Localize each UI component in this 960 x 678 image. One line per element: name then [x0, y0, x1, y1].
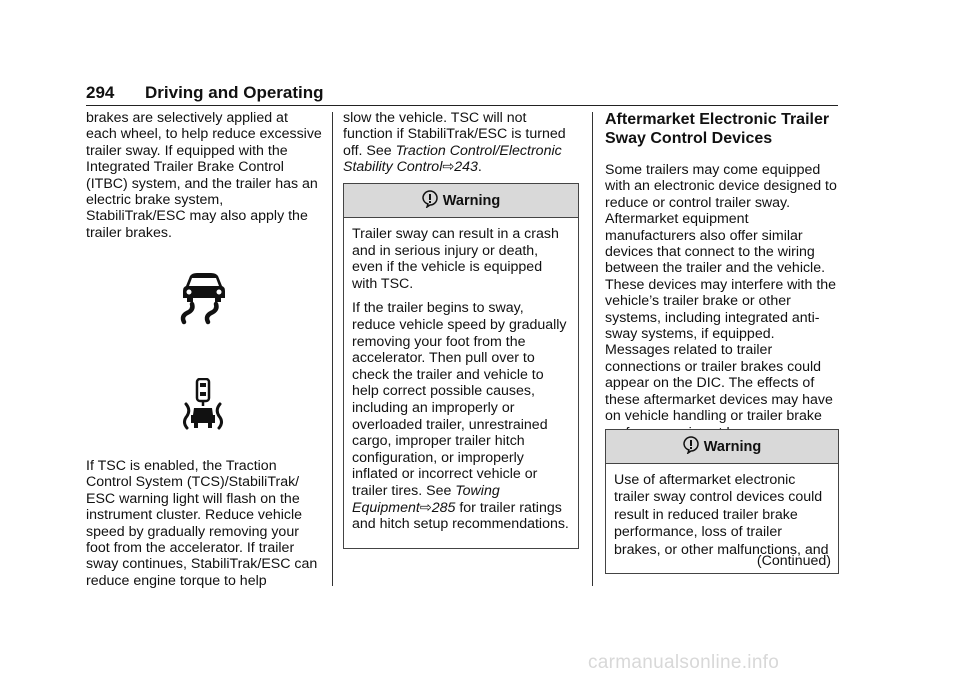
trailer-sway-icon	[180, 378, 226, 430]
paragraph: Some trailers may come equipped with an electronic device designed to reduce or control trailer sway. Aftermarket equipment manufacturers also offer similar devices that connect to the wiring between the trailer and the vehicle. These devices may interfere with the vehicle’s trailer brake or other systems, including integrated anti-sway systems, if equipped. Messages related to trailer connections or trailer brakes could appear on the DIC. The effects of these aftermarket devices may have on vehicle handling or trailer brake	[605, 162, 837, 425]
warning-title: Warning	[442, 192, 501, 209]
warning-header	[344, 184, 578, 218]
warning-paragraph: Use of aftermarket electronic trailer sway control devices could result in reduced trailer brake performance, loss of trailer brakes, or other malfunctions, and	[614, 472, 829, 558]
warning-paragraph: If the trailer begins to sway, reduce vehicle speed by gradually removing your foot from the accelerator. Then pull over to check the trailer and vehicle to help correct possible causes, including an improperly or overloaded trailer, unrestrained cargo, improper trailer hitch configuration, or improperly inflated or incorrect vehicle or trailer tires. See Towing Equipment⇨285 for trailer ratings and hitch setup recommendations.	[352, 300, 569, 533]
page-reference[interactable]: 285	[431, 499, 456, 516]
section-title: Driving and Operating	[145, 83, 324, 102]
paragraph: brakes are selectively applied at each wheel, to help reduce excessive trailer sway. If equipped with the Integrated Trailer Brake Control (ITBC) system, and the trailer has an electric brake system, StabiliTrak/ESC may also apply the trailer brakes.	[86, 110, 322, 241]
warning-body	[344, 218, 578, 533]
warning-header	[606, 430, 838, 464]
watermark: carmanualsonline.info	[588, 652, 780, 673]
continued-label: (Continued)	[756, 553, 831, 569]
warning-body	[606, 464, 838, 559]
warning-box	[343, 183, 579, 549]
cross-reference-link[interactable]: Traction Control/Electronic Stability Control	[343, 142, 562, 176]
warning-title: Warning	[703, 438, 762, 455]
tsc-icon	[178, 272, 230, 326]
cross-reference-link[interactable]: Towing Equipment	[352, 482, 500, 516]
subsection-heading: Aftermarket Electronic Trailer Sway Control Devices	[605, 111, 830, 147]
paragraph: If TSC is enabled, the Traction Control System (TCS)/StabiliTrak/ ESC warning light will flash on the instrument cluster. Reduce vehicle speed by gradually removing your foot from the accelerator. If trailer sway continues, StabiliTrak/ESC can reduce engine torque to help	[86, 458, 318, 589]
page-reference[interactable]: 243	[454, 159, 478, 176]
arrow-icon: ⇨	[419, 499, 432, 516]
column-1	[86, 110, 322, 589]
paragraph: slow the vehicle. TSC will not function if StabiliTrak/ESC is turned off. See Traction Control/Electronic Stability Control⇨243.	[343, 110, 566, 176]
warning-icon	[683, 436, 699, 458]
arrow-icon: ⇨	[442, 159, 455, 176]
warning-icon	[422, 190, 438, 212]
warning-paragraph: Trailer sway can result in a crash and in serious injury or death, even if the vehicle is equipped with TSC.	[352, 226, 559, 292]
warning-box	[605, 429, 839, 574]
page-number: 294	[86, 83, 115, 102]
page-header	[86, 83, 838, 106]
column-3	[605, 110, 839, 441]
column-2	[343, 110, 579, 176]
column-divider	[332, 112, 333, 586]
column-divider	[592, 112, 593, 586]
